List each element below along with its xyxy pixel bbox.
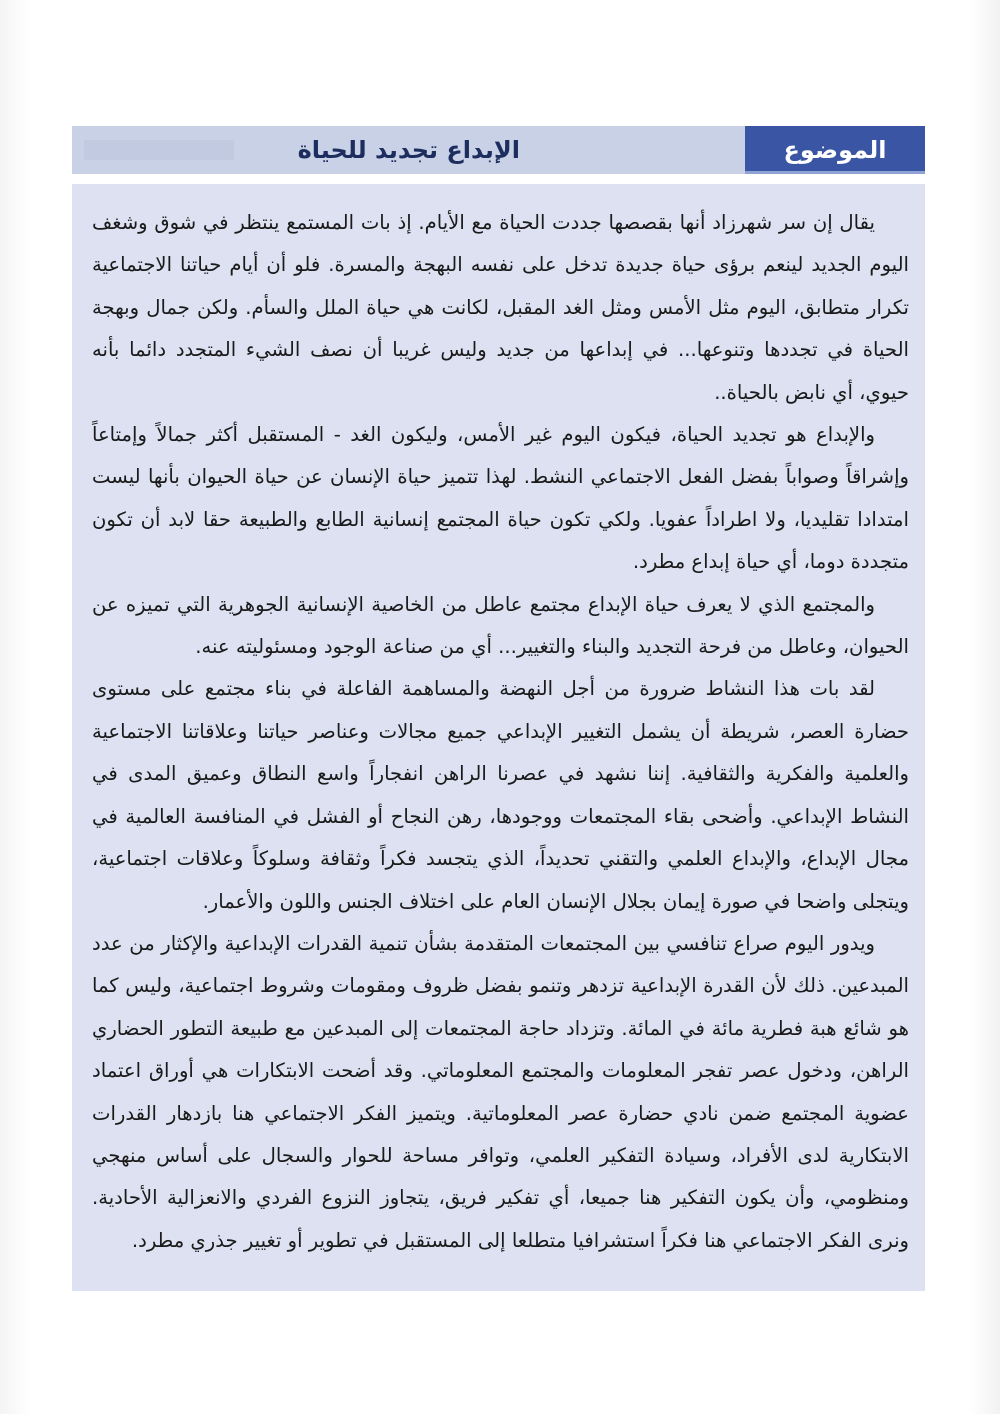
article-body	[72, 184, 925, 1291]
paragraph-3: والمجتمع الذي لا يعرف حياة الإبداع مجتمع عاطل من الخاصية الإنسانية الجوهرية التي تميزه عن الحيوان، وعاطل من فرحة التجديد والبناء والتغيير... أي من صناعة الوجود ومسئوليته عنه.	[92, 592, 909, 659]
paragraph-1: يقال إن سر شهرزاد أنها بقصصها جددت الحياة مع الأيام. إذ بات المستمع ينتظر في شوق وشغف اليوم الجديد لينعم برؤى حياة جديدة تدخل على نفسه البهجة والمسرة. فلو أن أيام حياتنا الاجتماعية تكرار متطابق، اليوم مثل الأمس ومثل الغد المقبل، لكانت هي حياة الملل والسأم. ولكن جمال وبهجة الحياة في تجددها وتنوعها... في إبداعها من جديد وليس غريبا أن نصف الشيء المتجدد دائما بأنه حيوي، أي نابض بالحياة..	[92, 211, 909, 404]
header-decoration	[84, 140, 234, 160]
paragraph-4: لقد بات هذا النشاط ضرورة من أجل النهضة والمساهمة الفاعلة في بناء مجتمع على مستوى حضارة العصر، شريطة أن يشمل التغيير الإبداعي جميع مجالات وعناصر حياتنا وعلاقاتنا الاجتماعية والعلمية والفكرية والثقافية. إننا نشهد في عصرنا الراهن انفجاراً واسع النطاق وعميق المدى في النشاط الإبداعي. وأضحى بقاء المجتمعات ووجودها، رهن النجاح أو الفشل في المنافسة العالمية في مجال الإبداع، والإبداع العلمي والتقني تحديداً، الذي يتجسد فكراً وثقافة وسلوكاً وعلاقات اجتماعية، ويتجلى واضحا في صورة إيمان بجلال الإنسان العام على اختلاف الجنس واللون والأعمار.	[92, 677, 909, 913]
topic-label: الموضوع	[745, 126, 925, 174]
paragraph-5: ويدور اليوم صراع تنافسي بين المجتمعات المتقدمة بشأن تنمية القدرات الإبداعية والإكثار من عدد المبدعين. ذلك لأن القدرة الإبداعية تزدهر وتنمو بفضل ظروف ومقومات وشروط اجتماعية، وليس كما هو شائع هبة فطرية مائة في المائة. وتزداد حاجة المجتمعات إلى المبدعين مع طبيعة التطور الحضاري الراهن، ودخول عصر تفجر المعلومات والمجتمع المعلوماتي. وقد أضحت الابتكارات هي أوراق اعتماد عضوية المجتمع ضمن نادي حضارة عصر المعلوماتية. ويتميز الفكر الاجتماعي هنا بازدهار القدرات الابتكارية لدى الأفراد، وسيادة التفكير العلمي، وتوافر مساحة للحوار والسجال على أساس منهجي ومنظومي، وأن يكون التفكير هنا جميعا، أي تفكير فريق، يتجاوز النزوع الفردي والانعزالية الأحادية. ونرى الفكر الاجتماعي هنا فكراً استشرافيا متطلعا إلى المستقبل في تطوير أو تغيير جذري مطرد.	[92, 931, 909, 1252]
topic-header	[72, 126, 925, 174]
page-title: الإبداع تجديد للحياة	[297, 136, 520, 164]
paragraph-2: والإبداع هو تجديد الحياة، فيكون اليوم غير الأمس، وليكون الغد - المستقبل أكثر جمالاً وإمتاعاً وإشراقاً وصواباً بفضل الفعل الاجتماعي النشط. لهذا تتميز حياة الإنسان عن حياة الحيوان بأنها ليست امتدادا تقليديا، ولا اطراداً عفويا. ولكي تكون حياة المجتمع إنسانية الطابع والطبيعة حقا لابد أن تكون متجددة دوما، أي حياة إبداع مطرد.	[92, 423, 909, 574]
